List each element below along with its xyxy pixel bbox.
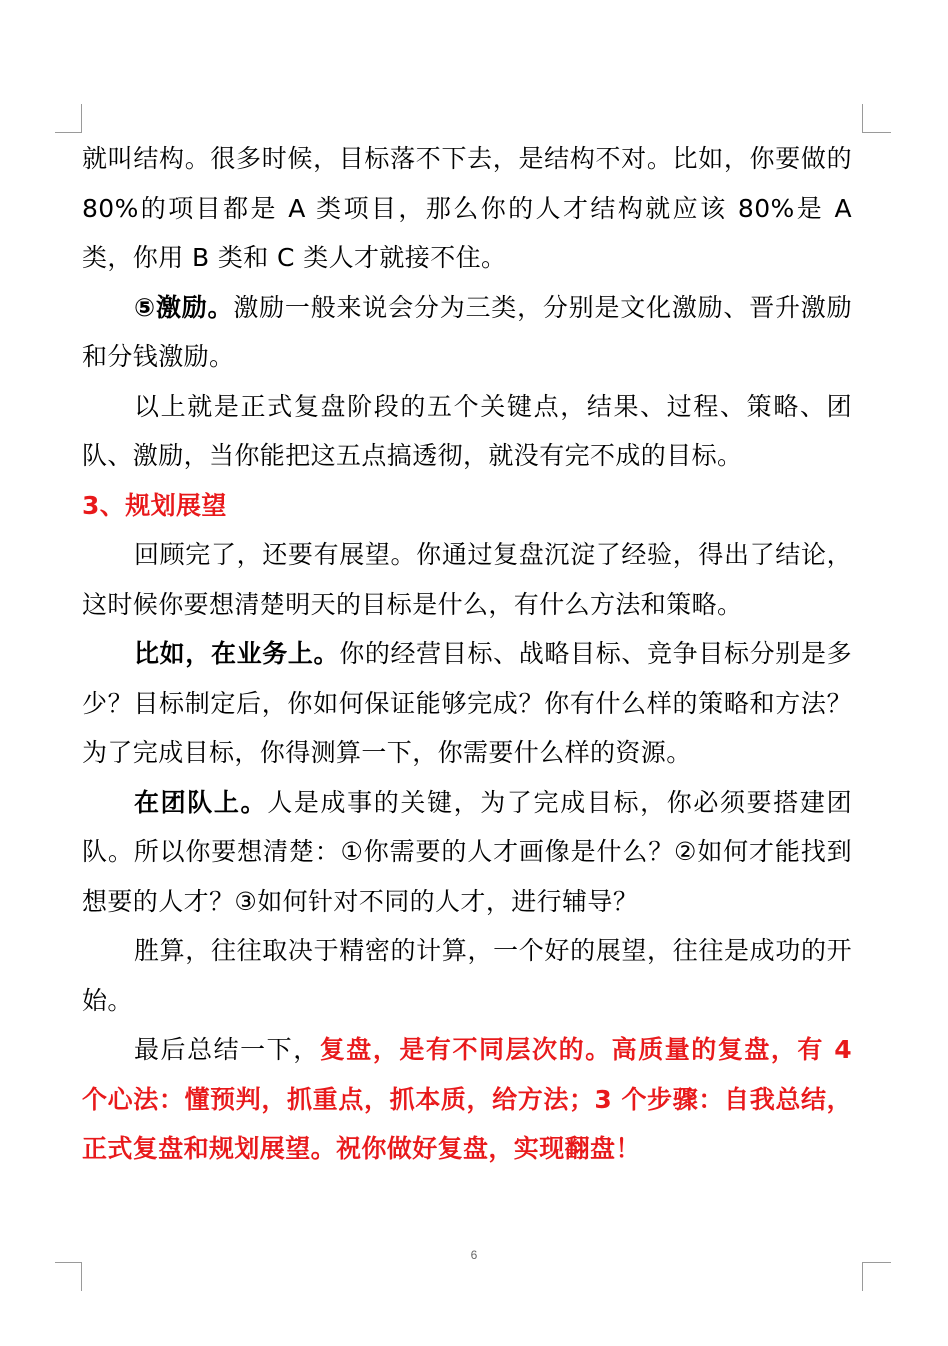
- text-run: 在团队上。: [134, 787, 268, 817]
- crop-mark-top-right: [862, 104, 891, 133]
- text-run: 就叫结构。很多时候，目标落不下去，是结构不对。比如，你要做的 80%的项目都是 A 类项目，那么你的人才结构就应该 80%是 A 类，你用 B 类和 C 类人才就接不住。: [82, 144, 852, 272]
- page-number: 6: [470, 1248, 478, 1262]
- text-run: 复盘，是有不同层次的。高质量的复盘，有 4 个心法：懂预判，抓重点，抓本质，给方法；3 个步骤：自我总结，正式复盘和规划展望。祝你做好复盘，实现翻盘！: [82, 1035, 852, 1163]
- text-run: 你的经营目标、战略目标、竞争目标分别是多少？目标制定后，你如何保证能够完成？你有什么样的策略和方法？为了完成目标，你得测算一下，你需要什么样的资源。: [82, 639, 852, 767]
- text-run: 以上就是正式复盘阶段的五个关键点，结果、过程、策略、团队、激励，当你能把这五点搞透彻，就没有完不成的目标。: [82, 391, 852, 470]
- crop-mark-bottom-right: [862, 1262, 891, 1291]
- paragraph: [82, 134, 852, 283]
- paragraph: [82, 1025, 852, 1174]
- paragraph: [82, 382, 852, 481]
- paragraph: [82, 629, 852, 778]
- text-run: 人是成事的关键，为了完成目标，你必须要搭建团队。所以你要想清楚：①你需要的人才画像是什么？②如何才能找到想要的人才？③如何针对不同的人才，进行辅导？: [82, 787, 852, 916]
- paragraph: [82, 778, 852, 927]
- text-run: 最后总结一下，: [134, 1035, 320, 1064]
- crop-mark-bottom-left: [55, 1262, 82, 1291]
- text-run: 胜算，往往取决于精密的计算，一个好的展望，往往是成功的开始。: [82, 936, 852, 1015]
- paragraph: [82, 926, 852, 1025]
- crop-mark-top-left: [55, 104, 82, 133]
- text-run: 回顾完了，还要有展望。你通过复盘沉淀了经验，得出了结论，这时候你要想清楚明天的目标是什么，有什么方法和策略。: [82, 540, 852, 619]
- text-run: 比如，在业务上。: [134, 639, 340, 668]
- text-run: 激励一般来说会分为三类，分别是文化激励、晋升激励和分钱激励。: [82, 292, 852, 371]
- document-body: [82, 134, 852, 1174]
- text-run: ⑤激励。: [134, 292, 234, 322]
- paragraph: [82, 481, 852, 531]
- paragraph: [82, 530, 852, 629]
- paragraph: [82, 283, 852, 382]
- section-heading: 3、规划展望: [82, 490, 227, 520]
